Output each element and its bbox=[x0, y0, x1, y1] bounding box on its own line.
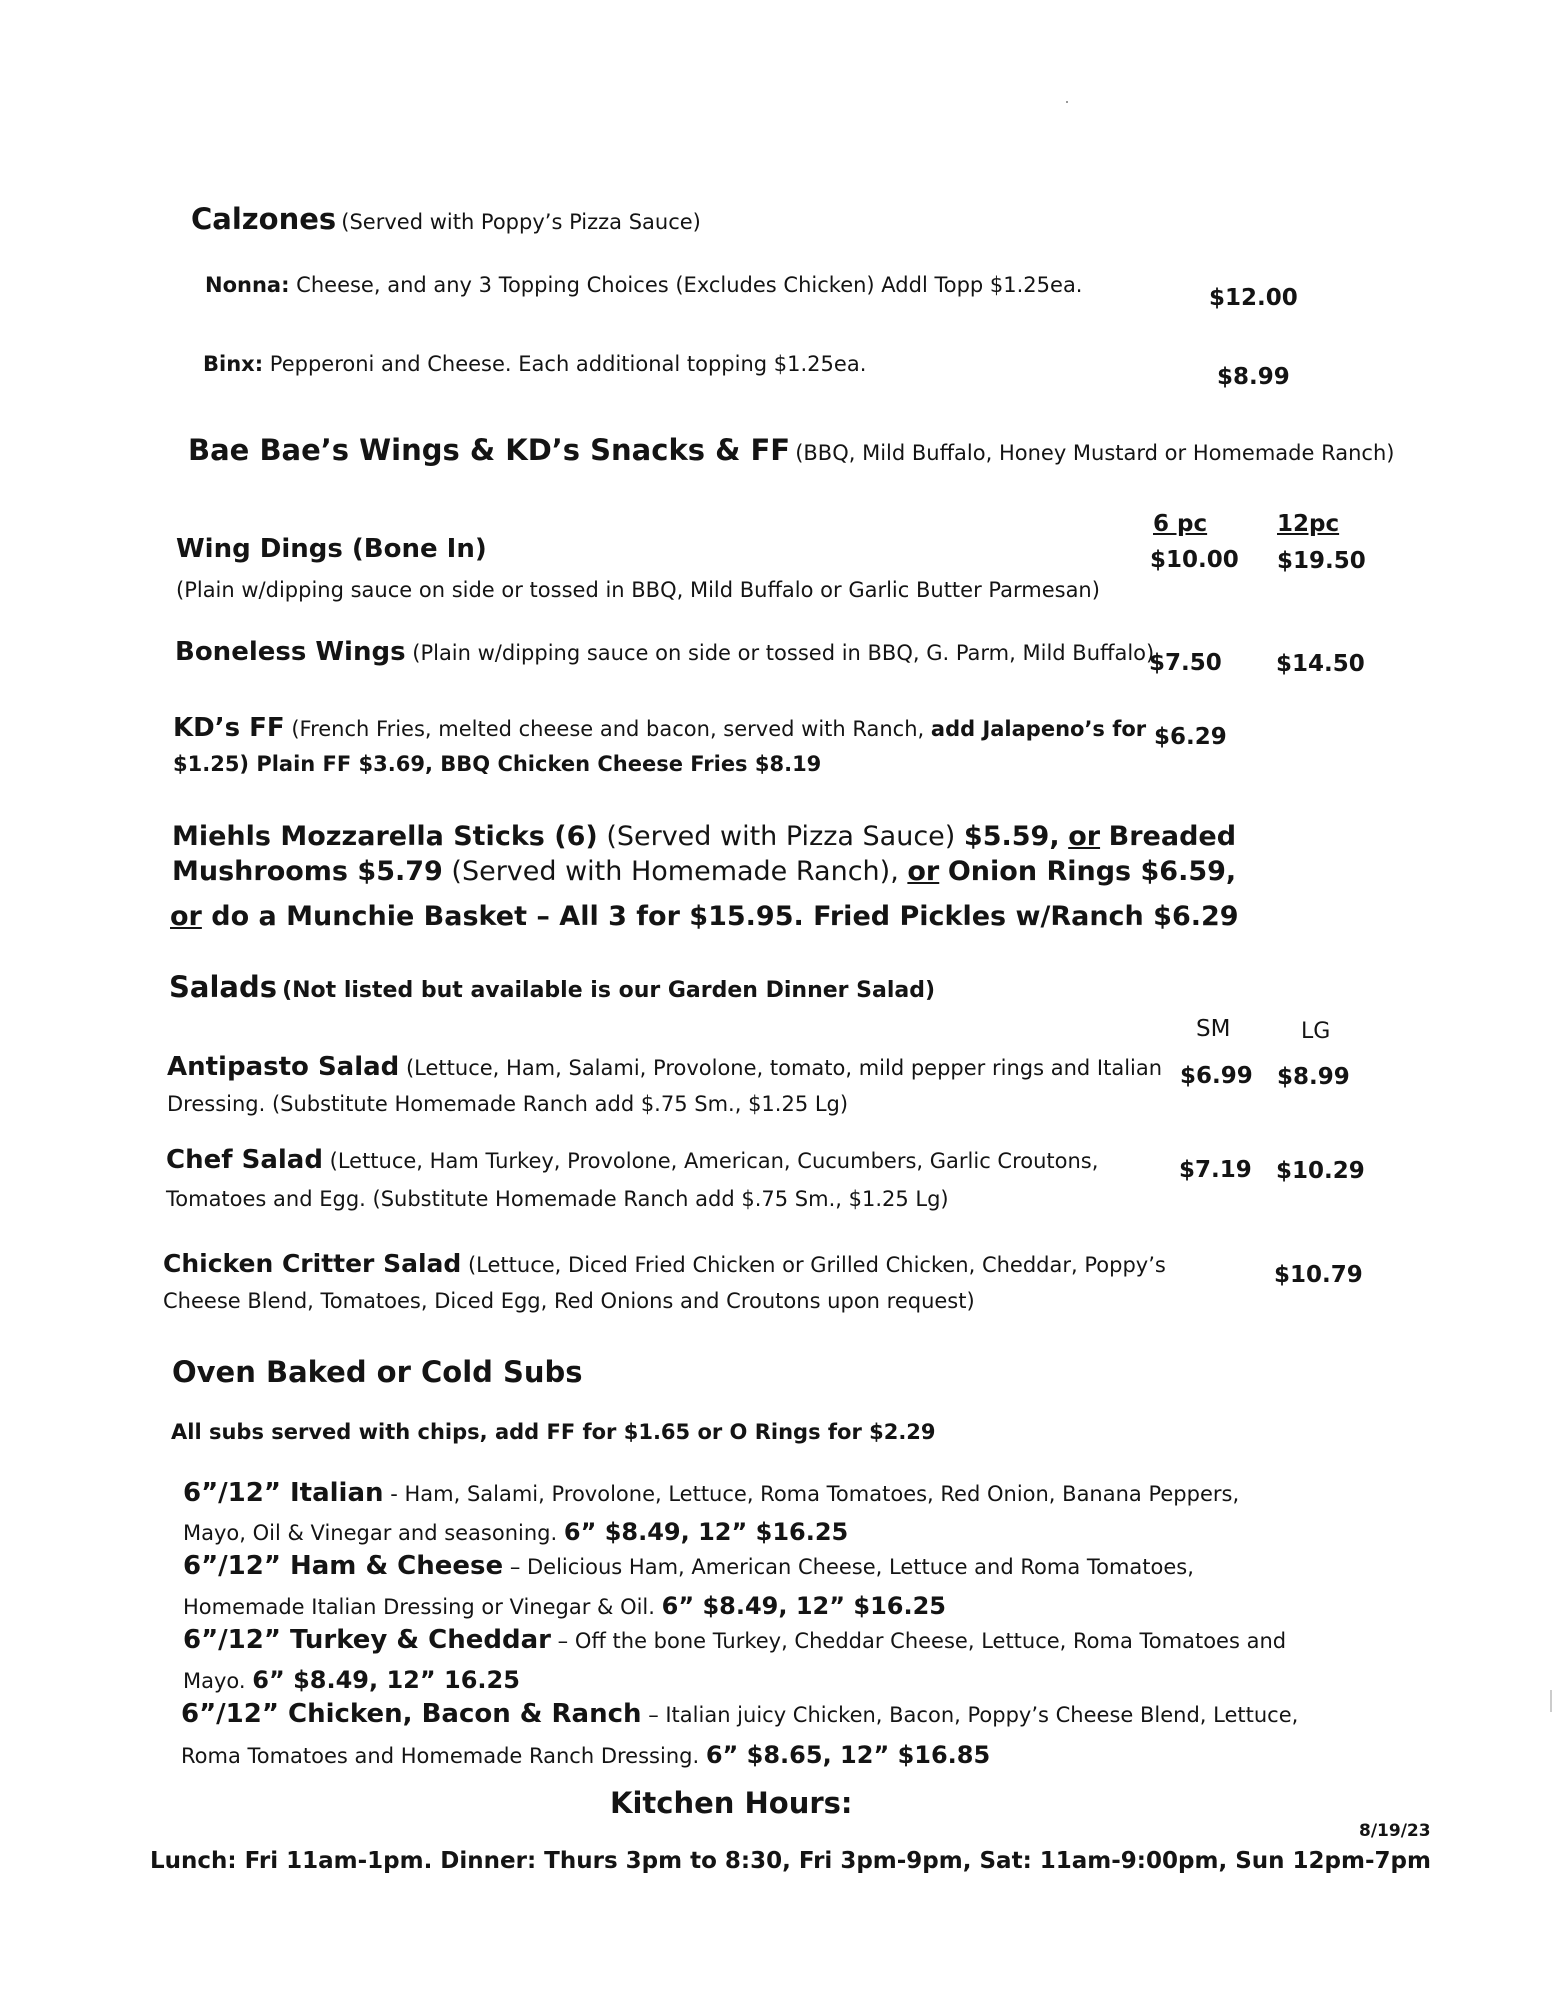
wings-note: (BBQ, Mild Buffalo, Honey Mustard or Homemade Ranch) bbox=[795, 441, 1395, 465]
menu-date: 8/19/23 bbox=[1359, 1821, 1431, 1841]
scan-edge-mark bbox=[1550, 1690, 1552, 1712]
mozz-price: $5.59, bbox=[963, 821, 1060, 852]
menu-item-boneless bbox=[175, 637, 1154, 667]
item-desc: Homemade Italian Dressing or Vinegar & Oil. bbox=[183, 1595, 655, 1619]
sub-italian-line2 bbox=[183, 1518, 848, 1546]
kds-ff-desc2: $1.25) Plain FF $3.69, BBQ Chicken Cheese Fries $8.19 bbox=[173, 752, 822, 776]
menu-item-binx bbox=[203, 352, 866, 376]
scan-speck bbox=[1066, 101, 1068, 103]
subs-title: Oven Baked or Cold Subs bbox=[172, 1355, 583, 1389]
col-header-12pc: 12pc bbox=[1277, 511, 1340, 537]
item-name: 6”/12” Turkey & Cheddar bbox=[183, 1625, 551, 1655]
item-desc: (Plain w/dipping sauce on side or tossed in BBQ, G. Parm, Mild Buffalo) bbox=[412, 641, 1155, 665]
menu-item-antipasto bbox=[167, 1052, 1162, 1082]
item-desc: Cheese, and any 3 Topping Choices (Excludes Chicken) Addl Topp $1.25ea. bbox=[296, 273, 1083, 297]
menu-item-nonna bbox=[205, 273, 1082, 297]
item-desc: Mayo. bbox=[183, 1669, 246, 1693]
mushrooms-text: Breaded bbox=[1108, 821, 1237, 852]
kitchen-hours-title: Kitchen Hours: bbox=[610, 1786, 853, 1820]
onion-rings-text: Onion Rings $6.59, bbox=[947, 856, 1237, 887]
item-price: 6” $8.49, 12” 16.25 bbox=[252, 1666, 520, 1694]
item-name: Chicken Critter Salad bbox=[163, 1249, 462, 1278]
price-wing-dings-6pc: $10.00 bbox=[1150, 547, 1239, 573]
wings-heading bbox=[188, 433, 1394, 467]
item-name: KD’s FF bbox=[173, 713, 285, 743]
or-text: or bbox=[907, 856, 940, 887]
salads-note: (Not listed but available is our Garden Dinner Salad) bbox=[282, 978, 936, 1003]
price-boneless-12pc: $14.50 bbox=[1276, 651, 1365, 677]
price-binx: $8.99 bbox=[1217, 364, 1290, 390]
item-name: Boneless Wings bbox=[175, 637, 406, 667]
price-boneless-6pc: $7.50 bbox=[1149, 650, 1222, 676]
wing-dings-desc: (Plain w/dipping sauce on side or tossed in BBQ, Mild Buffalo or Garlic Butter Parmesan) bbox=[176, 578, 1100, 602]
menu-item-chef bbox=[166, 1145, 1098, 1175]
munchie-basket-text: do a Munchie Basket – All 3 for $15.95. Fried Pickles w/Ranch $6.29 bbox=[211, 901, 1239, 932]
kitchen-hours-text: Lunch: Fri 11am-1pm. Dinner: Thurs 3pm to 8:30, Fri 3pm-9pm, Sat: 11am-9:00pm, Sun 12pm-7pm bbox=[150, 1848, 1431, 1874]
mushrooms-price: Mushrooms $5.79 bbox=[172, 856, 443, 887]
calzones-note: (Served with Poppy’s Pizza Sauce) bbox=[341, 210, 701, 234]
item-desc: – Delicious Ham, American Cheese, Lettuce and Roma Tomatoes, bbox=[509, 1555, 1194, 1579]
item-price: 6” $8.49, 12” $16.25 bbox=[563, 1518, 849, 1546]
item-name: Antipasto Salad bbox=[167, 1052, 400, 1082]
price-chef-sm: $7.19 bbox=[1179, 1157, 1252, 1183]
chef-desc2: Tomatoes and Egg. (Substitute Homemade Ranch add $.75 Sm., $1.25 Lg) bbox=[166, 1187, 949, 1211]
item-desc: Roma Tomatoes and Homemade Ranch Dressing. bbox=[181, 1744, 700, 1768]
wings-title: Bae Bae’s Wings & KD’s Snacks & FF bbox=[188, 433, 791, 467]
price-critter: $10.79 bbox=[1274, 1262, 1363, 1288]
item-desc: (Lettuce, Ham Turkey, Provolone, American, Cucumbers, Garlic Croutons, bbox=[329, 1149, 1099, 1173]
calzones-heading bbox=[191, 202, 701, 236]
item-desc: Mayo, Oil & Vinegar and seasoning. bbox=[183, 1521, 558, 1545]
price-antipasto-sm: $6.99 bbox=[1180, 1063, 1253, 1089]
price-kds-ff: $6.29 bbox=[1154, 724, 1227, 750]
price-antipasto-lg: $8.99 bbox=[1277, 1064, 1350, 1090]
item-desc-bold: add Jalapeno’s for bbox=[930, 717, 1147, 741]
item-price: 6” $8.49, 12” $16.25 bbox=[661, 1592, 946, 1620]
critter-desc2: Cheese Blend, Tomatoes, Diced Egg, Red Onions and Croutons upon request) bbox=[163, 1289, 975, 1313]
item-desc: – Off the bone Turkey, Cheddar Cheese, Lettuce, Roma Tomatoes and bbox=[557, 1629, 1287, 1653]
or-text: or bbox=[170, 901, 202, 932]
item-desc: Pepperoni and Cheese. Each additional topping $1.25ea. bbox=[269, 352, 867, 376]
mozz-line-3 bbox=[170, 901, 1239, 932]
price-wing-dings-12pc: $19.50 bbox=[1277, 548, 1366, 574]
menu-item-critter bbox=[163, 1249, 1166, 1278]
sub-chicken-line1 bbox=[181, 1699, 1298, 1729]
item-name: 6”/12” Chicken, Bacon & Ranch bbox=[181, 1699, 642, 1729]
col-header-6pc: 6 pc bbox=[1153, 511, 1208, 537]
col-header-sm: SM bbox=[1196, 1016, 1231, 1042]
item-name: Chef Salad bbox=[166, 1145, 323, 1175]
item-name: Binx: bbox=[203, 352, 264, 376]
item-desc: (Lettuce, Diced Fried Chicken or Grilled Chicken, Cheddar, Poppy’s bbox=[467, 1253, 1166, 1277]
mozz-desc: (Served with Pizza Sauce) bbox=[606, 821, 956, 852]
item-name: 6”/12” Italian bbox=[183, 1478, 384, 1508]
item-desc: (French Fries, melted cheese and bacon, served with Ranch, bbox=[291, 717, 925, 741]
salads-heading bbox=[169, 970, 935, 1004]
sub-ham-line2 bbox=[183, 1592, 946, 1620]
item-name: Nonna: bbox=[205, 273, 290, 297]
item-name: 6”/12” Ham & Cheese bbox=[183, 1551, 504, 1581]
sub-turkey-line1 bbox=[183, 1625, 1286, 1655]
col-header-lg: LG bbox=[1301, 1019, 1331, 1044]
mozz-line-2 bbox=[172, 856, 1236, 887]
mushrooms-desc: (Served with Homemade Ranch), bbox=[451, 856, 899, 887]
sub-ham-line1 bbox=[183, 1551, 1194, 1581]
mozz-name: Miehls Mozzarella Sticks (6) bbox=[172, 821, 598, 852]
price-nonna: $12.00 bbox=[1209, 285, 1298, 311]
or-text: or bbox=[1068, 821, 1101, 852]
sub-turkey-line2 bbox=[183, 1666, 520, 1694]
calzones-title: Calzones bbox=[191, 202, 337, 236]
item-price: 6” $8.65, 12” $16.85 bbox=[705, 1741, 991, 1769]
salads-title: Salads bbox=[169, 970, 277, 1004]
subs-note: All subs served with chips, add FF for $1.65 or O Rings for $2.29 bbox=[171, 1420, 936, 1444]
sub-chicken-line2 bbox=[181, 1741, 990, 1769]
price-chef-lg: $10.29 bbox=[1276, 1158, 1365, 1184]
menu-item-kds-ff bbox=[173, 713, 1146, 743]
sub-italian-line1 bbox=[183, 1478, 1239, 1508]
item-desc: – Italian juicy Chicken, Bacon, Poppy’s Cheese Blend, Lettuce, bbox=[648, 1703, 1299, 1727]
mozz-line-1 bbox=[172, 821, 1236, 852]
item-desc: - Ham, Salami, Provolone, Lettuce, Roma Tomatoes, Red Onion, Banana Peppers, bbox=[390, 1482, 1240, 1506]
wing-dings-name: Wing Dings (Bone In) bbox=[176, 534, 487, 564]
antipasto-desc2: Dressing. (Substitute Homemade Ranch add $.75 Sm., $1.25 Lg) bbox=[167, 1092, 849, 1116]
item-desc: (Lettuce, Ham, Salami, Provolone, tomato, mild pepper rings and Italian bbox=[405, 1056, 1163, 1080]
